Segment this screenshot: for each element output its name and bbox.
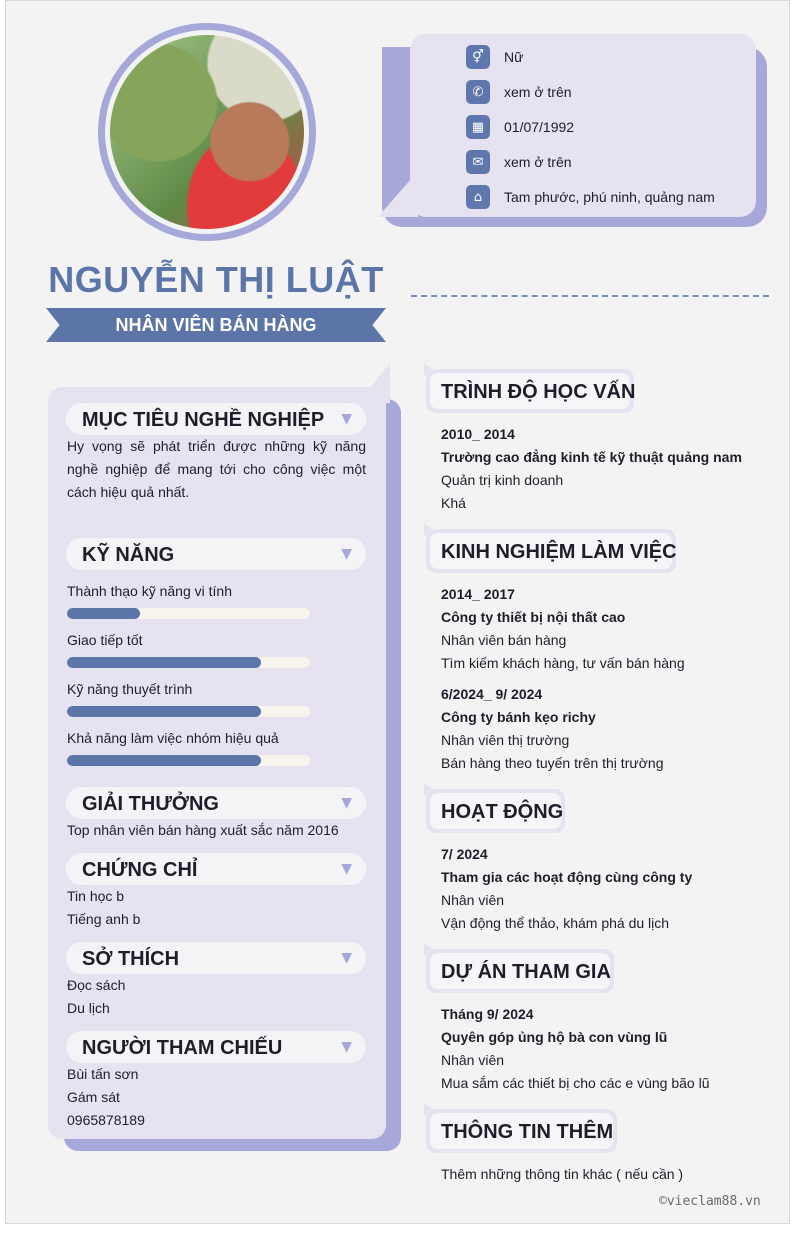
job-title: NHÂN VIÊN BÁN HÀNG <box>115 315 317 335</box>
project-name: Quyên góp ủng hộ bà con vùng lũ <box>441 1029 668 1045</box>
certificates-heading: CHỨNG CHỈ ▼ <box>66 853 366 885</box>
skill-bar <box>67 755 310 766</box>
contact-birthday: ▦ 01/07/1992 <box>466 115 574 139</box>
hobbies-heading: SỞ THÍCH ▼ <box>66 942 366 974</box>
contact-phone: ✆ xem ở trên <box>466 80 572 104</box>
skill-name: Khả năng làm việc nhóm hiệu quả <box>67 730 279 746</box>
skill-bar <box>67 657 310 668</box>
project-period: Tháng 9/ 2024 <box>441 1006 534 1022</box>
job-description: Bán hàng theo tuyến trên thị trường <box>441 755 664 771</box>
watermark: ©vieclam88.vn <box>659 1194 761 1209</box>
award-item: Top nhân viên bán hàng xuất sắc năm 2016 <box>67 822 339 838</box>
cv-page: ⚥ Nữ ✆ xem ở trên ▦ 01/07/1992 ✉ xem ở trên ⌂ Tam phước, phú ninh, quảng nam NGUYỄN THỊ LUẬT NHÂN VIÊN BÁN HÀNG MỤC TIÊU NGHỀ NGHIỆP ▼ Hy vọng sẽ phát triển được những kỹ năng nghề nghiệp để mang tới cho công việc một cách hiệu quả nhất. KỸ NĂNG ▼ Thành thạo kỹ năng vi tính Giao tiếp tốt Kỹ năng thuyết trình Khả năng làm việc nhóm hiệu quả GIẢI THƯỞNG ▼ Top nhân viên bán hàng xuất sắc năm 2016 CHỨNG CHỈ ▼ Tin học b Tiếng anh b SỞ THÍCH ▼ Đọc sách Du lịch NGƯỜI THAM CHIẾU ▼ Bùi tấn sơn Gám sát 0965878189 TRÌNH ĐỘ HỌC VẤN 2010_ 2014 Trường cao đẳng kinh tế kỹ thuật quảng nam Quản trị kinh doanh Khá KINH NGHIỆM LÀM VIỆC 2014_ 2017 Công ty thiết bị nội thất cao Nhân viên bán hàng Tìm kiếm khách hàng, tư vấn bán hàng 6/2024_ 9/ 2024 Công ty bánh kẹo richy Nhân viên thị trường Bán hàng theo tuyến trên thị trường HOẠT ĐỘNG 7/ 2024 Tham gia các hoạt động cùng công ty Nhân viên Vận động thể thảo, khám phá du lịch DỰ ÁN THAM GIA Tháng 9/ 2024 Quyên góp ủng hộ bà con vùng lũ Nhân viên Mua sắm các thiết bị cho các e vùng bão lũ THÔNG TIN THÊM Thêm những thông tin khác ( nếu cần ) ©vieclam88.vn <box>5 0 790 1224</box>
contact-gender: ⚥ Nữ <box>466 45 523 69</box>
job-company: Công ty thiết bị nội thất cao <box>441 609 626 625</box>
triangle-down-icon: ▼ <box>341 1039 352 1055</box>
objective-text: Hy vọng sẽ phát triển được những kỹ năng nghề nghiệp để mang tới cho công việc một cách hiệu quả nhất. <box>67 438 366 500</box>
candidate-name: NGUYỄN THỊ LUẬT <box>48 259 384 300</box>
activity-description: Vận động thể thảo, khám phá du lịch <box>441 915 670 931</box>
job-period: 6/2024_ 9/ 2024 <box>441 686 543 702</box>
avatar <box>110 35 304 229</box>
job-position: Nhân viên thị trường <box>441 732 570 748</box>
references-heading: NGƯỜI THAM CHIẾU ▼ <box>66 1031 366 1063</box>
job-description: Tìm kiếm khách hàng, tư vấn bán hàng <box>441 655 685 671</box>
certificate-item: Tiếng anh b <box>67 911 141 927</box>
project-role: Nhân viên <box>441 1052 505 1068</box>
gender-icon: ⚥ <box>466 45 490 69</box>
triangle-down-icon: ▼ <box>341 795 352 811</box>
skill-name: Giao tiếp tốt <box>67 632 143 648</box>
education-grade: Khá <box>441 495 466 511</box>
hobby-item: Đọc sách <box>67 977 126 993</box>
reference-item: Gám sát <box>67 1089 120 1105</box>
skill-bar <box>67 608 310 619</box>
job-position: Nhân viên bán hàng <box>441 632 567 648</box>
project-description: Mua sắm các thiết bị cho các e vùng bão lũ <box>441 1075 710 1091</box>
phone-icon: ✆ <box>466 80 490 104</box>
reference-item: Bùi tấn sơn <box>67 1066 139 1082</box>
skills-heading: KỸ NĂNG ▼ <box>66 538 366 570</box>
awards-heading: GIẢI THƯỞNG ▼ <box>66 787 366 819</box>
additional-text: Thêm những thông tin khác ( nếu cần ) <box>441 1166 684 1182</box>
hobby-item: Du lịch <box>67 1000 110 1016</box>
dashed-divider <box>411 295 769 297</box>
education-school: Trường cao đẳng kinh tế kỹ thuật quảng nam <box>441 449 742 465</box>
activity-period: 7/ 2024 <box>441 846 488 862</box>
skill-name: Thành thạo kỹ năng vi tính <box>67 583 232 599</box>
triangle-down-icon: ▼ <box>341 411 352 427</box>
certificate-item: Tin học b <box>67 888 125 904</box>
education-period: 2010_ 2014 <box>441 426 515 442</box>
calendar-icon: ▦ <box>466 115 490 139</box>
activity-role: Nhân viên <box>441 892 505 908</box>
reference-item: 0965878189 <box>67 1112 145 1128</box>
contact-email: ✉ xem ở trên <box>466 150 572 174</box>
job-company: Công ty bánh kẹo richy <box>441 709 596 725</box>
contact-address: ⌂ Tam phước, phú ninh, quảng nam <box>466 185 715 209</box>
job-period: 2014_ 2017 <box>441 586 515 602</box>
triangle-down-icon: ▼ <box>341 861 352 877</box>
activity-name: Tham gia các hoạt động cùng công ty <box>441 869 693 885</box>
skill-bar <box>67 706 310 717</box>
email-icon: ✉ <box>466 150 490 174</box>
skill-name: Kỹ năng thuyết trình <box>67 681 193 697</box>
objective-heading: MỤC TIÊU NGHỀ NGHIỆP ▼ <box>66 403 366 435</box>
education-major: Quản trị kinh doanh <box>441 472 564 488</box>
home-icon: ⌂ <box>466 185 490 209</box>
triangle-down-icon: ▼ <box>341 950 352 966</box>
triangle-down-icon: ▼ <box>341 546 352 562</box>
